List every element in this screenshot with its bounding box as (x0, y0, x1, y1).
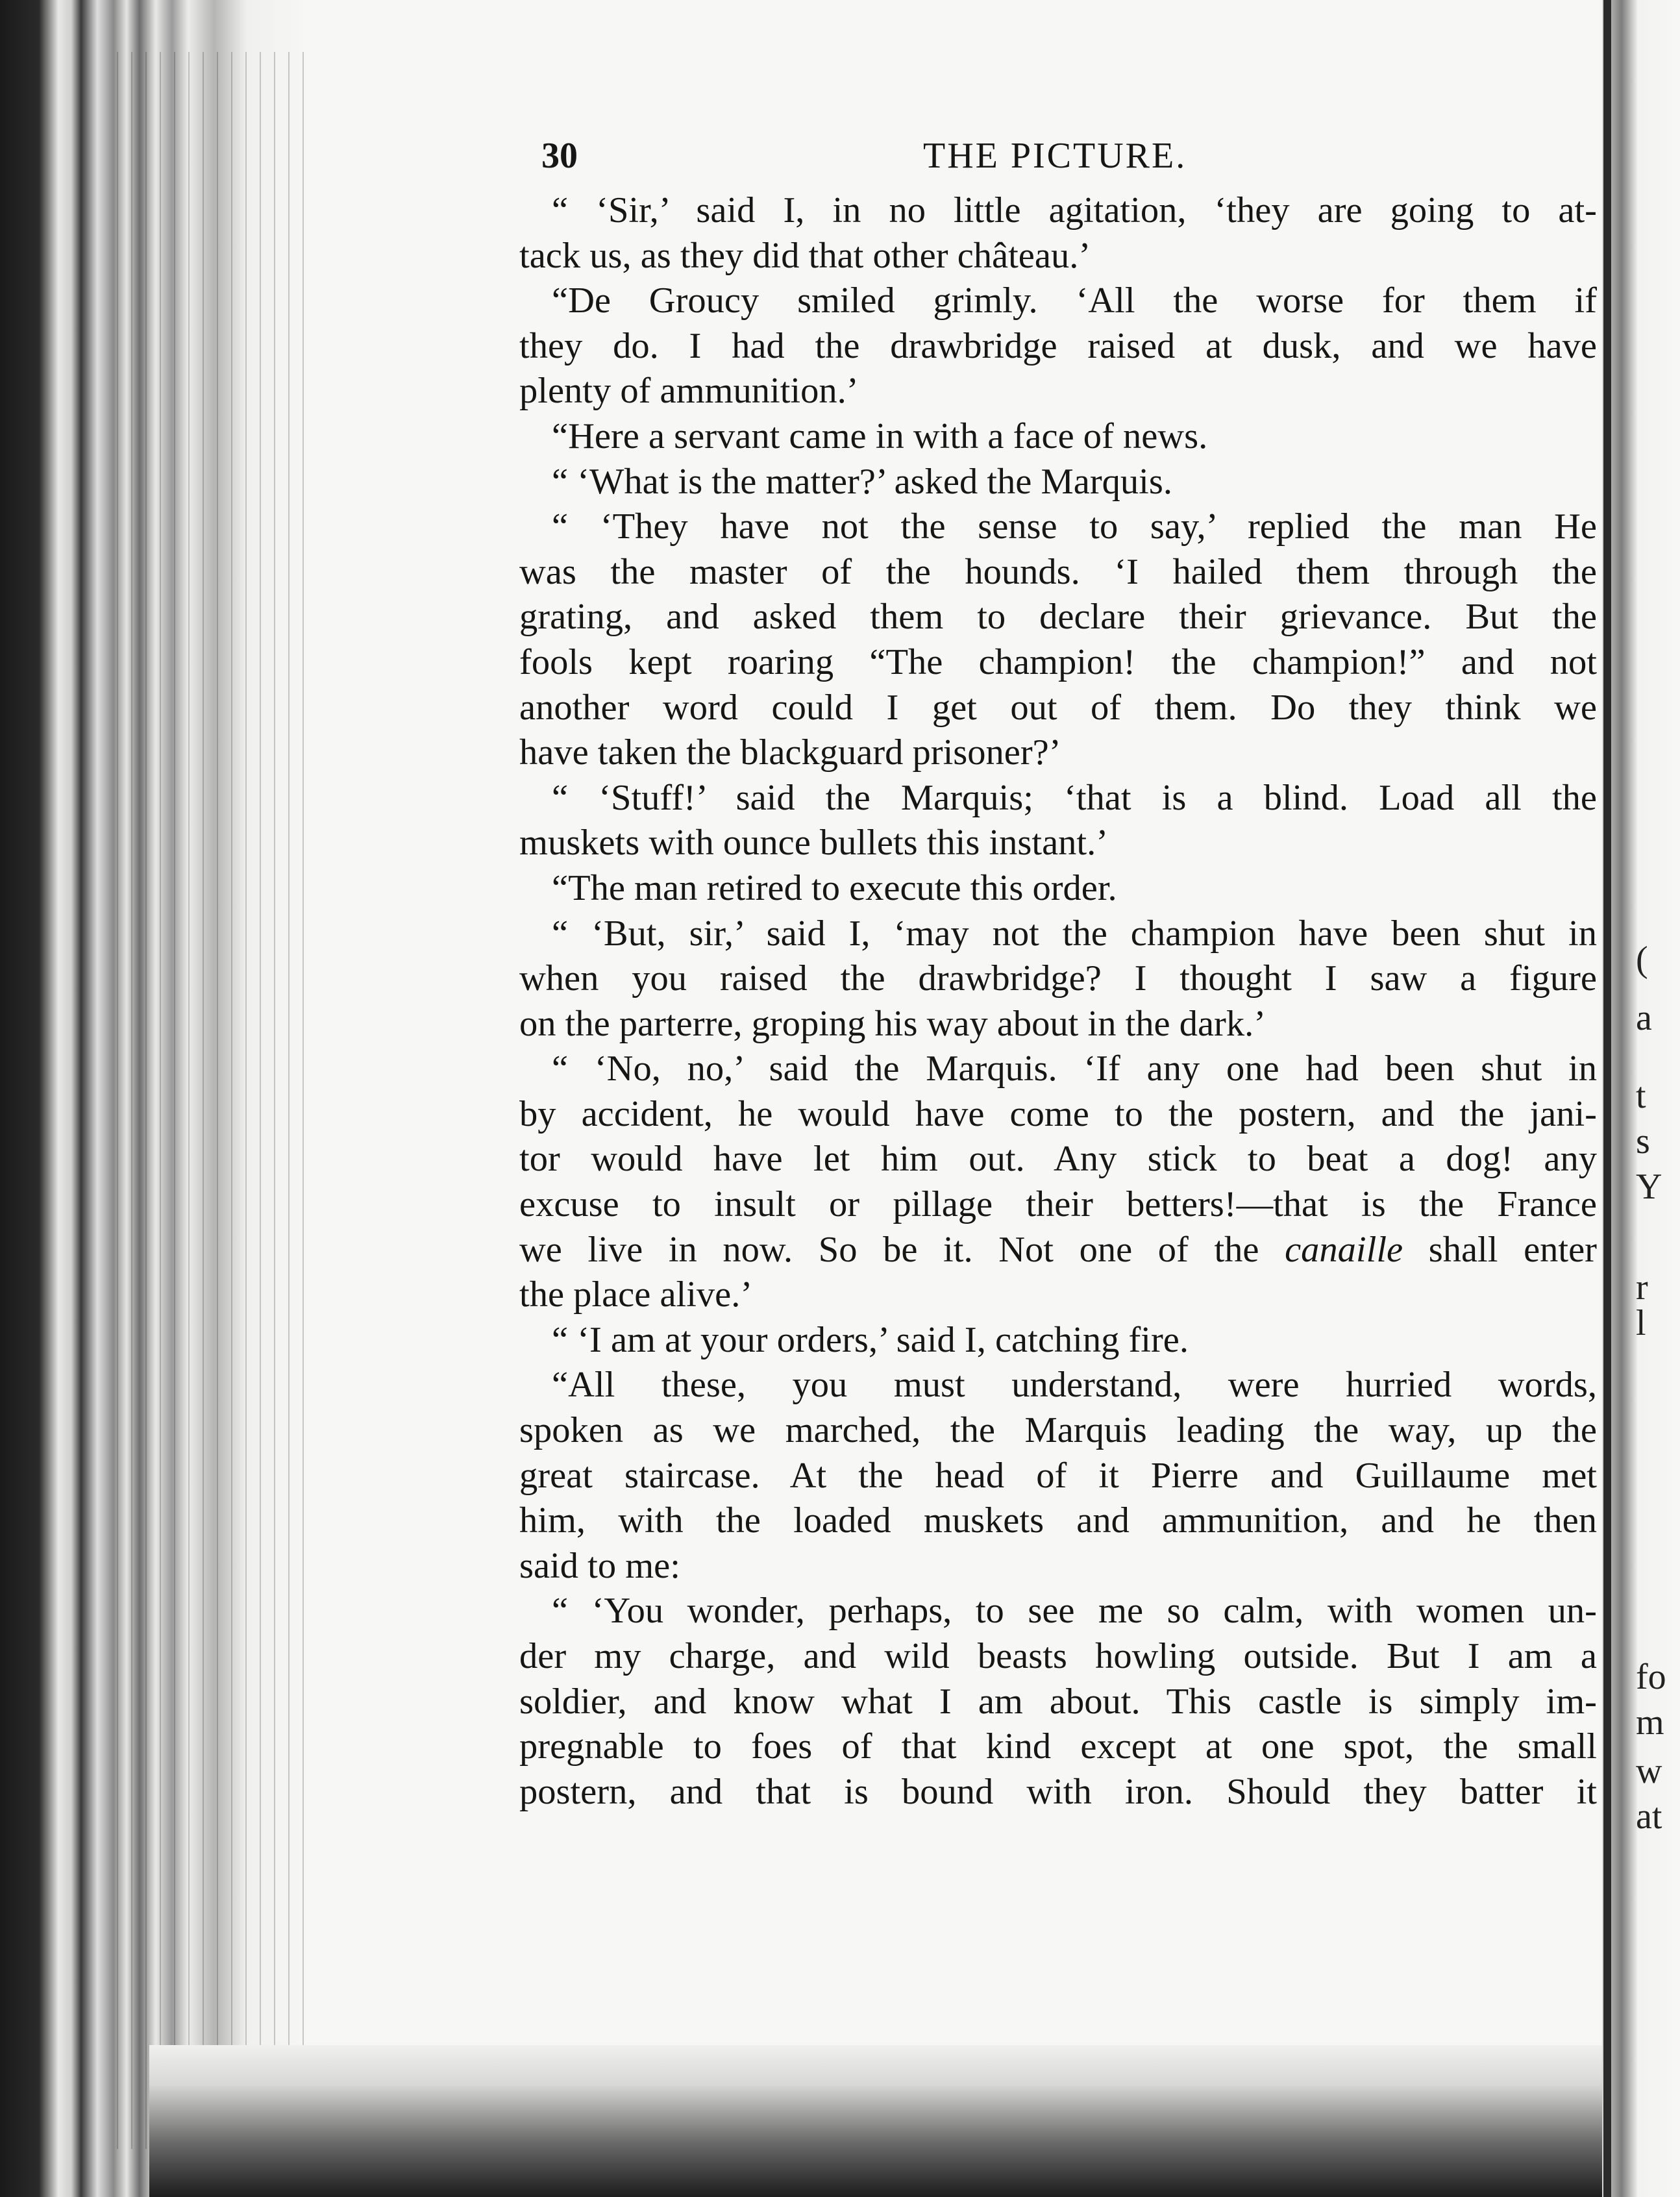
text-line (519, 460, 1597, 505)
line-text-continued: shall enter (1403, 1229, 1597, 1270)
line-text: by accident, he would have come to the postern, and the jani- (519, 1093, 1597, 1134)
text-line (519, 776, 1597, 821)
text-line (519, 1137, 1597, 1182)
facing-page-fragment: t (1636, 1076, 1646, 1116)
line-text: plenty of ammunition.’ (519, 371, 859, 412)
bottom-shadow (149, 2045, 1610, 2197)
line-text: was the master of the hounds. ‘I hailed them through the (519, 551, 1597, 592)
text-line (519, 1092, 1597, 1137)
text-line (519, 1408, 1597, 1454)
text-line (519, 1272, 1597, 1318)
line-text: “De Groucy smiled grimly. ‘All the worse for them if (552, 280, 1597, 321)
line-text: have taken the blackguard prisoner?’ (519, 732, 1061, 773)
line-text: “Here a servant came in with a face of news. (552, 416, 1208, 456)
running-title: THE PICTURE. (923, 136, 1187, 176)
text-line (519, 1544, 1597, 1589)
text-line (519, 1228, 1597, 1273)
line-text: soldier, and know what I am about. This castle is simply im- (519, 1681, 1597, 1722)
text-line (519, 1724, 1597, 1770)
page-number: 30 (541, 136, 578, 176)
line-text: “ ‘Stuff!’ said the Marquis; ‘that is a blind. Load all the (552, 777, 1597, 818)
running-header (519, 130, 1597, 188)
text-line (519, 640, 1597, 686)
facing-page-fragment: s (1636, 1121, 1650, 1161)
line-text: “ ‘But, sir,’ said I, ‘may not the champion have been shut in (552, 913, 1597, 954)
text-line (519, 1318, 1597, 1363)
text-line (519, 324, 1597, 369)
text-line (519, 730, 1597, 776)
text-line (519, 956, 1597, 1002)
text-line (519, 1182, 1597, 1228)
text-line (519, 686, 1597, 731)
facing-page-fragment: ( (1636, 939, 1648, 980)
line-text: postern, and that is bound with iron. Should they batter it (519, 1771, 1597, 1812)
text-line (519, 912, 1597, 957)
line-text: “ ‘You wonder, perhaps, to see me so calm, with women un- (552, 1591, 1597, 1632)
text-line (519, 1589, 1597, 1634)
page-body (519, 130, 1597, 1815)
line-text: tor would have let him out. Any stick to beat a dog! any (519, 1139, 1597, 1180)
facing-page-fragment: m (1636, 1702, 1664, 1743)
line-text: “ ‘No, no,’ said the Marquis. ‘If any one had been shut in (552, 1049, 1597, 1089)
facing-page-fragment: w (1636, 1751, 1662, 1791)
text-line (519, 550, 1597, 595)
line-text: “ ‘What is the matter?’ asked the Marquis. (552, 461, 1172, 502)
line-text: grating, and asked them to declare their grievance. But the (519, 597, 1597, 638)
line-text: “All these, you must understand, were hurried words, (552, 1365, 1597, 1406)
line-text: “ ‘Sir,’ said I, in no little agitation, ‘they are going to at- (552, 190, 1597, 230)
facing-page-fragment: at (1636, 1796, 1662, 1837)
text-line (519, 866, 1597, 912)
text-line (519, 1047, 1597, 1092)
facing-page-fragment: Y (1636, 1167, 1662, 1207)
line-text: tack us, as they did that other château.’ (519, 235, 1091, 276)
gutter-shadow (1603, 0, 1611, 2197)
text-line (519, 188, 1597, 234)
line-text: said to me: (519, 1545, 680, 1586)
text-line (519, 1454, 1597, 1499)
line-text: muskets with ounce bullets this instant.’ (519, 823, 1109, 863)
line-text: we live in now. So be it. Not one of the (519, 1229, 1285, 1270)
line-text: “ ‘I am at your orders,’ said I, catching fire. (552, 1319, 1189, 1360)
line-text: another word could I get out of them. Do they think we (519, 687, 1597, 728)
line-text: on the parterre, groping his way about in the dark.’ (519, 1003, 1266, 1044)
text-line (519, 234, 1597, 279)
line-text: the place alive.’ (519, 1274, 753, 1315)
line-text: great staircase. At the head of it Pierre and Guillaume met (519, 1455, 1597, 1496)
text-line (519, 595, 1597, 640)
text-line (519, 821, 1597, 866)
text-line (519, 1002, 1597, 1047)
text-line (519, 1363, 1597, 1408)
text-line (519, 279, 1597, 324)
text-line (519, 1498, 1597, 1544)
line-text: “ ‘They have not the sense to say,’ replied the man He (552, 506, 1597, 547)
text-line (519, 1770, 1597, 1815)
line-text: him, with the loaded muskets and ammunition, and he then (519, 1500, 1597, 1541)
text-line (519, 504, 1597, 550)
text-line (519, 414, 1597, 460)
facing-page-fragment: l (1636, 1303, 1646, 1343)
facing-page-fragment: fo (1636, 1657, 1666, 1697)
line-text: pregnable to foes of that kind except at one spot, the small (519, 1726, 1597, 1767)
line-text: “The man retired to execute this order. (552, 867, 1117, 908)
line-text: excuse to insult or pillage their betters!—that is the France (519, 1184, 1597, 1225)
italic-word: canaille (1285, 1229, 1403, 1270)
line-text: fools kept roaring “The champion! the champion!” and not (519, 641, 1597, 682)
page-stack-edges (117, 52, 312, 2149)
text-line (519, 1634, 1597, 1680)
facing-page-fragment: a (1636, 998, 1652, 1038)
line-text: when you raised the drawbridge? I thought I saw a figure (519, 958, 1597, 999)
facing-page-fragment: r (1636, 1267, 1648, 1308)
text-line (519, 1680, 1597, 1725)
line-text: they do. I had the drawbridge raised at dusk, and we have (519, 325, 1597, 366)
line-text: spoken as we marched, the Marquis leading the way, up the (519, 1410, 1597, 1451)
line-text: der my charge, and wild beasts howling outside. But I am a (519, 1636, 1597, 1676)
text-block (519, 188, 1597, 1815)
text-line (519, 369, 1597, 414)
